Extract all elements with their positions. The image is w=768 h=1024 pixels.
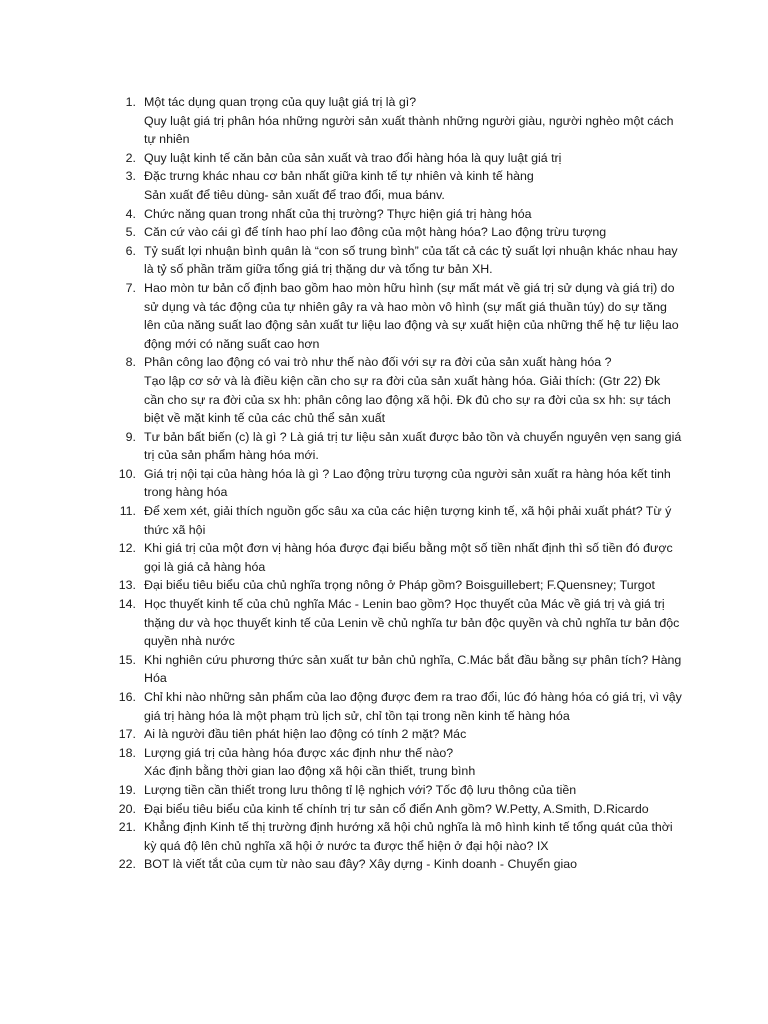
list-item-body: [136, 781, 682, 800]
list-item-number-label: 17.: [118, 727, 136, 742]
list-item-body: [136, 223, 682, 242]
question-text: Đặc trưng khác nhau cơ bản nhất giữa kinh tế tự nhiên và kinh tế hàng: [144, 169, 534, 184]
list-item-body: [136, 465, 682, 502]
list-item-number-label: 15.: [118, 652, 136, 667]
list-item-number: [102, 781, 136, 800]
list-item-number: [102, 279, 136, 298]
list-item-number: [102, 539, 136, 558]
list-item: [102, 205, 682, 224]
list-item-body: [136, 428, 682, 465]
list-item-number-label: 16.: [118, 690, 136, 704]
list-item-number: [102, 223, 136, 242]
list-item-number: [102, 167, 136, 186]
list-item-number: [102, 818, 136, 837]
question-text: Giá trị nội tại của hàng hóa là gì ? Lao động trừu tượng của người sản xuất ra hàng hóa kết tinh trong hàng hóa: [144, 466, 671, 500]
list-item-number-label: 5.: [125, 225, 136, 240]
list-item-number: [102, 242, 136, 261]
question-text: Lượng tiền cần thiết trong lưu thông tỉ lệ nghịch với? Tốc độ lưu thông của tiền: [144, 782, 577, 797]
list-item-body: [136, 818, 682, 855]
list-item-number: [102, 725, 136, 744]
list-item-body: [136, 651, 682, 688]
question-text: Khi giá trị của một đơn vị hàng hóa được đại biểu bằng một số tiền nhất định thì số tiền đó được gọi là giá cả hàng hóa: [144, 541, 673, 574]
list-item-number: [102, 800, 136, 819]
list-item-number: [102, 651, 136, 670]
list-item-body: [136, 205, 682, 224]
list-item-number: [102, 855, 136, 874]
list-item-number: [102, 205, 136, 224]
list-item: [102, 781, 682, 800]
question-text: Chỉ khi nào những sản phẩm của lao động được đem ra trao đổi, lúc đó hàng hóa có giá trị, vì vậy giá trị hàng hóa là một phạm trù lịch sử, chỉ tồn tại trong nền kinh tế hàng hóa: [144, 690, 682, 723]
question-list: [102, 93, 682, 874]
list-item: [102, 725, 682, 744]
list-item-number-label: 9.: [125, 429, 136, 444]
answer-text: Quy luật giá trị phân hóa những người sản xuất thành những người giàu, người nghèo một cách tự nhiên: [144, 113, 674, 147]
answer-text: Tạo lập cơ sở và là điều kiện cần cho sự ra đời của sản xuất hàng hóa. Giải thích: (Gtr 22) Đk cần cho sự ra đời của sx hh: phân công lao động xã hội. Đk đủ cho sự ra đời của sx hh: sự tách biệt về mặt kinh tế của các chủ thể sản xuất: [144, 373, 671, 426]
list-item-number: [102, 149, 136, 168]
list-item-number-label: 13.: [118, 578, 136, 593]
question-text: BOT là viết tắt của cụm từ nào sau đây? Xây dựng - Kinh doanh - Chuyển giao: [144, 857, 578, 872]
list-item: [102, 353, 682, 427]
list-item: [102, 744, 682, 781]
list-item-body: [136, 595, 682, 651]
list-item: [102, 149, 682, 168]
list-item-number-label: 3.: [125, 169, 136, 184]
list-item-number-label: 6.: [125, 243, 136, 258]
question-text: Học thuyết kinh tế của chủ nghĩa Mác - Lenin bao gồm? Học thuyết của Mác về giá trị và giá trị thặng dư và học thuyết kinh tế của Lenin về chủ nghĩa tư bản độc quyền và chủ nghĩa tư bản độc quyền nhà nước: [144, 597, 680, 649]
question-text: Để xem xét, giải thích nguồn gốc sâu xa của các hiện tượng kinh tế, xã hội phải xuất phát? Từ ý thức xã hội: [144, 504, 672, 537]
list-item-number: [102, 93, 136, 112]
list-item-body: [136, 800, 682, 819]
question-text: Đại biểu tiêu biểu của chủ nghĩa trọng nông ở Pháp gồm? Boisguillebert; F.Quensney; Turgot: [144, 578, 655, 593]
list-item: [102, 93, 682, 149]
list-item-number: [102, 744, 136, 763]
question-text: Lượng giá trị của hàng hóa được xác định như thế nào?: [144, 745, 454, 760]
list-item: [102, 428, 682, 465]
list-item: [102, 818, 682, 855]
question-text: Tư bản bất biến (c) là gì ? Là giá trị tư liệu sản xuất được bảo tồn và chuyển nguyên vẹn sang giá trị của sản phẩm hàng hóa mới.: [144, 429, 682, 463]
question-text: Quy luật kinh tế căn bản của sản xuất và trao đổi hàng hóa là quy luật giá trị: [144, 150, 562, 165]
list-item: [102, 502, 682, 539]
list-item-number-label: 8.: [125, 355, 136, 370]
list-item-number-label: 12.: [118, 541, 136, 556]
list-item-number-label: 18.: [118, 745, 136, 760]
question-text: Tỷ suất lợi nhuận bình quân là “con số trung bình” của tất cả các tỷ suất lợi nhuận khác nhau hay là tỷ số phần trăm giữa tổng giá trị thặng dư và tổng tư bản XH.: [144, 243, 678, 277]
list-item-body: [136, 502, 682, 539]
list-item: [102, 688, 682, 725]
list-item-number: [102, 502, 136, 521]
list-item-body: [136, 688, 682, 725]
list-item-number-label: 10.: [118, 466, 136, 481]
list-item-number-label: 4.: [125, 206, 136, 221]
list-item-number: [102, 465, 136, 484]
list-item-body: [136, 855, 682, 874]
list-item-body: [136, 576, 682, 595]
list-item-number: [102, 576, 136, 595]
question-text: Ai là người đầu tiên phát hiện lao động có tính 2 mặt? Mác: [144, 727, 467, 742]
list-item-number-label: 2.: [125, 150, 136, 165]
list-item-number-label: 14.: [118, 597, 136, 612]
list-item-number: [102, 688, 136, 707]
list-item-number-label: 20.: [118, 801, 136, 816]
list-item: [102, 465, 682, 502]
question-text: Khẳng định Kinh tế thị trường định hướng xã hội chủ nghĩa là mô hình kinh tế tổng quát của thời kỳ quá độ lên chủ nghĩa xã hội ở nước ta được thể hiện ở đại hội nào? IX: [144, 820, 673, 853]
question-text: Chức năng quan trong nhất của thị trường? Thực hiện giá trị hàng hóa: [144, 206, 532, 221]
list-item-body: [136, 744, 682, 781]
list-item: [102, 595, 682, 651]
list-item-body: [136, 242, 682, 279]
list-item-number-label: 22.: [118, 857, 136, 872]
list-item-number-label: 21.: [118, 820, 136, 835]
question-text: Một tác dụng quan trọng của quy luật giá trị là gì?: [144, 95, 417, 109]
list-item-number-label: 19.: [118, 782, 136, 797]
list-item-body: [136, 725, 682, 744]
list-item: [102, 167, 682, 204]
question-text: Căn cứ vào cái gì để tính hao phí lao đông của một hàng hóa? Lao động trừu tượng: [144, 225, 607, 240]
list-item: [102, 651, 682, 688]
list-item-body: [136, 279, 682, 353]
list-item-number: [102, 595, 136, 614]
list-item-number-label: 11.: [119, 504, 136, 519]
list-item: [102, 242, 682, 279]
list-item: [102, 279, 682, 353]
answer-text: Sản xuất để tiêu dùng- sản xuất để trao đổi, mua bánv.: [144, 187, 445, 202]
list-item: [102, 800, 682, 819]
question-text: Đại biểu tiêu biểu của kinh tế chính trị tư sản cổ điển Anh gồm? W.Petty, A.Smith, D.Ricardo: [144, 801, 649, 816]
list-item-number: [102, 428, 136, 447]
list-item: [102, 539, 682, 576]
question-text: Hao mòn tư bản cố định bao gồm hao mòn hữu hình (sự mất mát về giá trị sử dụng và giá trị) do sử dụng và tác động của tự nhiên gây ra và hao mòn vô hình (sự mất giá thuần túy) do sự tăng lên của năng suất lao động sản xuất tư liệu lao động và sự xuất hiện của những thế hệ tư liệu lao động mới có năng suất cao hơn: [144, 280, 679, 351]
list-item-number-label: 1.: [125, 95, 136, 109]
list-item-body: [136, 539, 682, 576]
list-item-body: [136, 353, 682, 427]
list-item-body: [136, 149, 682, 168]
list-item-number-label: 7.: [125, 280, 136, 295]
answer-text: Xác định bằng thời gian lao động xã hội cần thiết, trung bình: [144, 764, 476, 779]
list-item-body: [136, 167, 682, 204]
list-item-body: [136, 93, 682, 149]
question-text: Khi nghiên cứu phương thức sản xuất tư bản chủ nghĩa, C.Mác bắt đầu bằng sự phân tích? Hàng Hóa: [144, 652, 682, 686]
question-text: Phân công lao động có vai trò như thế nào đối với sự ra đời của sản xuất hàng hóa ?: [144, 355, 612, 370]
list-item: [102, 576, 682, 595]
list-item-number: [102, 353, 136, 372]
list-item: [102, 855, 682, 874]
list-item: [102, 223, 682, 242]
